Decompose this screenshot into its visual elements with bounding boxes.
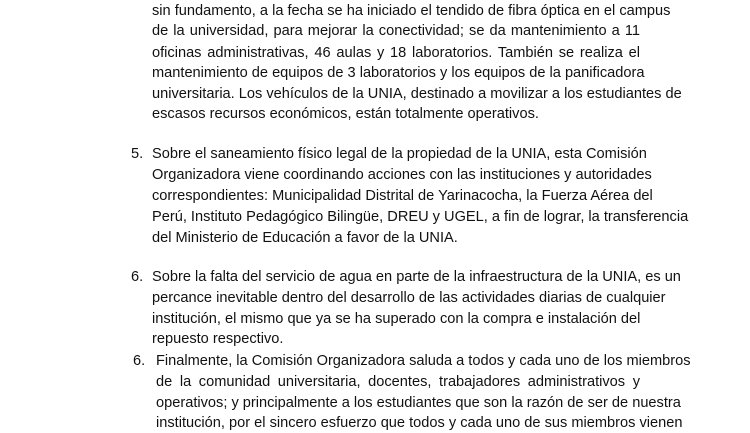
paragraph-line: oficinas administrativas, 46 aulas y 18 laboratorios. También se realiza el [152,45,640,61]
paragraph-line: escasos recursos económicos, están totalmente operativos. [152,106,539,122]
paragraph-line: sin fundamento, a la fecha se ha iniciado el tendido de fibra óptica en el campus [152,3,671,19]
paragraph-line: del Ministerio de Educación a favor de la UNIA. [152,230,458,246]
paragraph-line: mantenimiento de equipos de 3 laboratorios y los equipos de la panificadora [152,65,645,81]
paragraph-line: institución, por el sincero esfuerzo que todos y cada uno de sus miembros vienen [156,415,683,431]
paragraph-line: Finalmente, la Comisión Organizadora saluda a todos y cada uno de los miembros [156,353,691,369]
list-number: 5. [131,146,144,162]
list-number: 6. [131,269,144,285]
paragraph-line: Organizadora viene coordinando acciones con las instituciones y autoridades [152,167,652,183]
paragraph-line: universitaria. Los vehículos de la UNIA, destinado a movilizar a los estudiantes de [152,86,682,102]
paragraph-line: correspondientes: Municipalidad Distrital de Yarinacocha, la Fuerza Aérea del [152,188,653,204]
paragraph-line: de la universidad, para mejorar la conectividad; se da mantenimiento a 11 [152,23,640,39]
paragraph-line: percance inevitable dentro del desarrollo de las actividades diarias de cualquier [152,290,666,306]
paragraph-line: operativos; y principalmente a los estudiantes que son la razón de ser de nuestra [156,395,681,411]
paragraph-line: institución, el mismo que ya se ha superado con la compra e instalación del [152,311,641,327]
paragraph-line: Perú, Instituto Pedagógico Bilingüe, DREU y UGEL, a fin de lograr, la transferencia [152,209,689,225]
paragraph-line: Sobre el saneamiento físico legal de la propiedad de la UNIA, esta Comisión [152,146,647,162]
list-number: 6. [133,353,146,369]
paragraph-line: Sobre la falta del servicio de agua en parte de la infraestructura de la UNIA, es un [152,269,681,285]
paragraph-line: de la comunidad universitaria, docentes, trabajadores administrativos y [156,374,640,390]
paragraph-line: repuesto respectivo. [152,331,284,347]
